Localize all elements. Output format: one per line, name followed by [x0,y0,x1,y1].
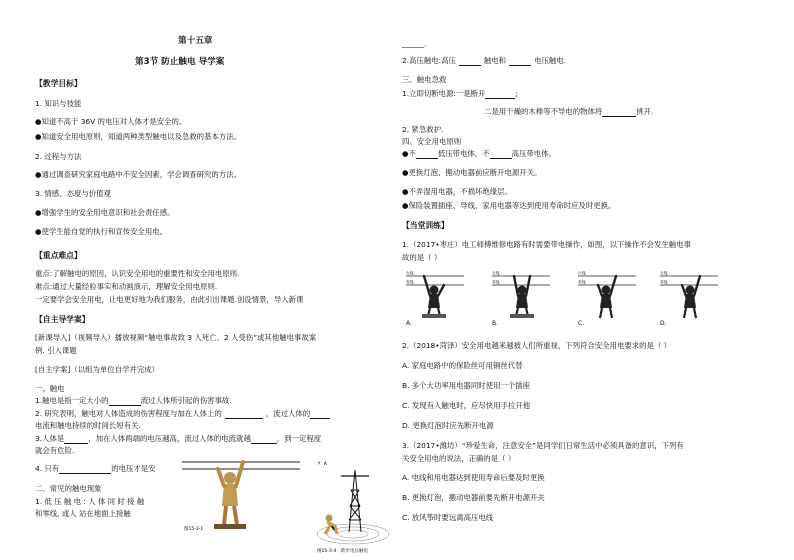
carryover-blank: ______. [402,39,427,48]
goals-heading: 【教学目标】 [35,79,82,88]
practice-heading: 【当堂训练】 [402,221,449,230]
shock-3: 3.人体是 ，加在人体两端的电压越高，流过人体的电流就越 ，到一定程度 [35,434,322,443]
first-aid-2: 2. 紧急救护. [402,125,444,134]
goal-1: 1. 知识与技能 [35,99,82,108]
figure-2-label: 图15-3-4 [317,549,337,554]
goal-1a: ●知道不高于 36V 的电压对人体才是安全的。 [35,117,187,126]
question-2: 2.（2018•菏泽）安全用电越来越被人们所重视，下列符合安全用电要求的是（ ） [402,341,672,350]
first-aid-1b: 二是用干燥的木棒等不导电的物体将 挑开. [484,107,654,116]
q1-option-a-figure [404,270,466,320]
q1-option-c-figure [576,270,638,320]
section-title: 第3节 防止触电 导学案 [135,57,225,67]
low-voltage-2: 和零线, 或人 站在地面上接触 [35,509,131,518]
figure-1-caption: 图15-3-1 [184,527,204,532]
section-common-shock: 二、常见的触电现象 [35,484,102,493]
q2-option-c[interactable]: C. 发现有人触电时，应尽快用手拉开他 [402,401,531,410]
key-1: 重点:了解触电的原因，认识安全用电的重要性和安全用电原则. [35,269,240,278]
intro-line-2: 例. 引入课题 [35,346,77,355]
q3-option-a[interactable]: A. 电线和用电器达到使用寿命后要及时更换 [402,473,545,482]
svg-text:火线: 火线 [578,270,586,276]
figure-low-voltage-shock [180,452,302,532]
question-3-line-1: 3.（2017•潍坊）“珍爱生命，注意安全”是同学们日常生活中必须具备的意识，下列有 [402,441,684,450]
section-safety-principles: 四、安全用电原则 [402,137,462,146]
figure-2-caption: 跨步电压触电 [341,549,368,554]
q1-option-b[interactable]: B. [492,320,499,327]
shock-2: 2. 研究表明，触电对人体造成的伤害程度与加在人体上的 ，流过人体的 [35,408,330,419]
self-study-heading: 【自主导学案】 [35,315,90,324]
first-aid-1: 1.立即切断电源:一是断开 ; [402,89,518,98]
svg-text:零线: 零线 [578,279,586,285]
key-2: 难点:通过大量经验事实和动画演示，理解安全用电原则. [35,282,218,291]
goal-3: 3. 情感、态度与价值观 [35,189,111,198]
principle-4: ●保险装置插座、导线、家用电器等达到使用寿命时应及时更换。 [402,201,616,210]
q1-option-c[interactable]: C. [578,320,585,327]
q1-option-d[interactable]: D. [660,320,667,327]
shock-3-cont: 就会有危险. [35,446,75,455]
intro-line-1: [新课导入]（视频导入）播放视频“触电事故致 3 人死亡、2 人受伤”或其他触电事故案 [35,333,317,342]
q3-option-b[interactable]: B. 更换灯泡，搬动电器前要先断开电源开关 [402,493,545,502]
svg-text:零线: 零线 [492,279,500,285]
question-1-line-1: 1.（2017•枣庄）电工师傅维修电路有时需要带电操作，如图，以下操作不会发生触电事 [402,240,691,249]
figure-step-voltage [315,468,395,554]
intro-line-3: [自主学案]（以组为单位自学并完成） [35,365,160,374]
goal-1b: ●知道安全用电原则，知道两种类型触电以及急救的基本方法。 [35,132,241,141]
q2-option-b[interactable]: B. 多个大功率用电器同时使用一个插座 [402,381,531,390]
high-voltage-line: 2.高压触电:高压 触电和 电压触电. [402,56,566,65]
shock-2-cont: 电流和触电持续的时间长短有关. [35,421,141,430]
principle-2: ●更换灯泡、搬动电器前应断开电源开关。 [402,168,542,177]
q1-option-b-figure [490,270,552,320]
q2-option-d[interactable]: D. 更换灯泡时应先断开电源 [402,421,494,430]
section-first-aid: 三、触电急救 [402,75,447,84]
shock-4: 4. 只有 的电压才是安 [35,464,156,473]
svg-text:火线: 火线 [406,270,414,276]
chapter-title: 第十五章 [178,36,213,46]
key-3: 一定要学会安全用电，让电更好地为我们服务，由此引出课题.创设情景，导入新课 [35,295,304,304]
section-shock: 一、触电 [35,384,65,393]
q2-option-a[interactable]: A. 家庭电路中的保险丝可用铜丝代替 [402,361,523,370]
goal-2: 2. 过程与方法 [35,152,82,161]
goal-3a: ●增强学生的安全用电意识和社会责任感。 [35,208,175,217]
q1-option-d-figure [658,270,720,320]
low-voltage-1: 1. 低 压 触 电 : 人 体 同 时 接 触 [35,497,145,506]
question-3-line-2: 关安全用电的说法，正确的是（ ） [402,454,516,463]
key-heading: 【重点难点】 [35,251,82,260]
goal-3b: ●使学生能自觉的执行和宣传安全用电。 [35,227,168,236]
q1-option-a[interactable]: A. [406,320,412,327]
goal-2a: ●通过调查研究家庭电路中不安全因素，学会调查研究的方法。 [35,170,241,179]
question-1-line-2: 故的是（ ） [402,253,442,262]
svg-text:火线: 火线 [660,270,668,276]
q3-option-c[interactable]: C. 放风筝时要远离高压电线 [402,513,494,522]
svg-text:零线: 零线 [660,279,668,285]
principle-3: ●不弄湿用电器，不损坏绝缘层。 [402,187,512,196]
shock-1: 1.触电是指一定大小的 流过人体所引起的伤害事故. [35,396,232,405]
principle-1: ●不 低压带电体，不 高压带电体。 [402,149,556,158]
svg-text:零线: 零线 [406,279,414,285]
svg-text:火线: 火线 [492,270,500,276]
